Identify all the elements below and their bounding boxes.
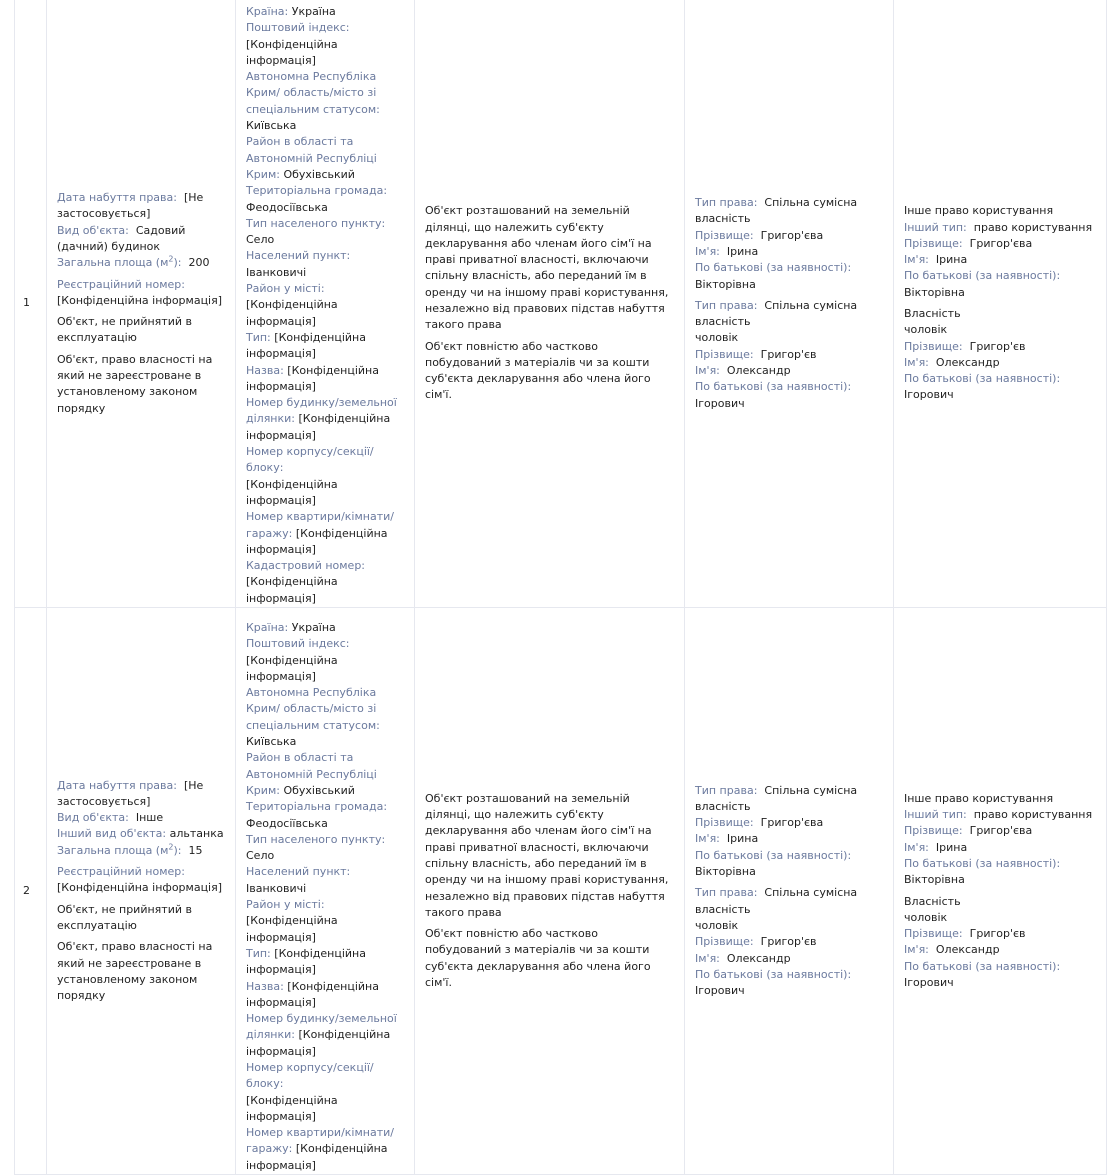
table-row xyxy=(15,607,1107,1174)
area-label: Загальна площа $(м^2)$: xyxy=(57,842,182,857)
usage-2: Власність чоловік Прізвище: Григор'єв Ім'я: Олександр По батькові (за наявності): Ігорович xyxy=(904,306,1061,402)
ownership-cell xyxy=(685,0,894,607)
usage-cell xyxy=(894,607,1107,1174)
row-number: 2 xyxy=(15,607,47,1174)
usage-2: Власність чоловік Прізвище: Григор'єв Ім'я: Олександр По батькові (за наявності): Ігорович xyxy=(904,894,1061,990)
object-cell xyxy=(47,607,236,1174)
date-field: Дата набуття права: [Не застосовується] Вид об'єкта: Садовий (дачний) будинок Загальна площа $(м^2)$: 200 xyxy=(57,191,210,270)
reg-field: Реєстраційний номер: [Конфіденційна інформація] xyxy=(57,865,223,895)
date-field: Дата набуття права: [Не застосовується] Вид об'єкта: Інше Інший вид об'єкта: альтанка Загальна площа $(м^2)$: 15 xyxy=(57,778,224,857)
owner-1: Тип права: Спільна сумісна власність Прізвище: Григор'єва Ім'я: Ірина По батькові (за наявності): Вікторівна xyxy=(695,783,858,879)
object-note: Об'єкт, право власності на який не зареєстроване в установленому законом порядку xyxy=(57,940,213,1003)
owner-1: Тип права: Спільна сумісна власність Прізвище: Григор'єва Ім'я: Ірина По батькові (за наявності): Вікторівна xyxy=(695,196,858,291)
address-cell: Країна: Україна Поштовий індекс: [Конфіденційна інформація] Автономна Республіка Крим/ область/місто зі спеціальним статусом: Київська Район в області та Автономній Республіці Крим: Обухівський Територіальна громада: Феодосіївська Тип населеного пункту: Село Населений пункт: Іванковичі Район у місті: [Конфіденційна інформація] Тип: [Конфіденційна інформація] Назва: [Конфіденційна інформація] Номер будинку/земельної ділянки: [Конфіденційна інформація] Номер корпусу/секції/блоку: [Конфіденційна інформація] Номер квартири/кімнати/ гаражу: [Конфіденційна інформація] Кадастровий номер: [Конфіденційна інформація] xyxy=(236,0,415,607)
owner-2: Тип права: Спільна сумісна власність чоловік Прізвище: Григор'єв Ім'я: Олександр По батькові (за наявності): Ігорович xyxy=(695,886,858,998)
object-note: Об'єкт, не прийнятий в експлуатацію xyxy=(57,902,192,932)
object-note: Об'єкт, не прийнятий в експлуатацію xyxy=(57,315,192,345)
usage-1: Інше право користування Інший тип: право користування Прізвище: Григор'єва Ім'я: Ірина По батькові (за наявності): Вікторівна xyxy=(904,204,1093,299)
ownership-cell xyxy=(685,607,894,1174)
property-table xyxy=(14,0,1107,1175)
object-cell xyxy=(47,0,236,607)
usage-cell xyxy=(894,0,1107,607)
area-label: Загальна площа $(м^2)$: xyxy=(57,254,182,270)
table-row xyxy=(15,0,1107,607)
owner-2: Тип права: Спільна сумісна власність чоловік Прізвище: Григор'єв Ім'я: Олександр По батькові (за наявності): Ігорович xyxy=(695,298,858,410)
row-number: 1 xyxy=(15,0,47,607)
description-cell: Об'єкт розташований на земельній ділянці, що належить суб'єкту декларування або членам його сім'ї на праві приватної власності, включаючи спільну власність, або переданий їм в оренду чи на іншому праві користування, незалежно від правових підстав набуття такого права Об'єкт повністю або частково побудований з матеріалів чи за кошти суб'єкта декларування або члена його сім'ї. xyxy=(415,0,685,607)
description-cell: Об'єкт розташований на земельній ділянці, що належить суб'єкту декларування або членам його сім'ї на праві приватної власності, включаючи спільну власність, або переданий їм в оренду чи на іншому праві користування, незалежно від правових підстав набуття такого права Об'єкт повністю або частково побудований з матеріалів чи за кошти суб'єкта декларування або члена його сім'ї. xyxy=(415,607,685,1174)
object-note: Об'єкт, право власності на який не зареєстроване в установленому законом порядку xyxy=(57,352,213,415)
usage-1: Інше право користування Інший тип: право користування Прізвище: Григор'єва Ім'я: Ірина По батькові (за наявності): Вікторівна xyxy=(904,791,1093,887)
address-cell: Країна: Україна Поштовий індекс: [Конфіденційна інформація] Автономна Республіка Крим/ область/місто зі спеціальним статусом: Київська Район в області та Автономній Республіці Крим: Обухівський Територіальна громада: Феодосіївська Тип населеного пункту: Село Населений пункт: Іванковичі Район у місті: [Конфіденційна інформація] Тип: [Конфіденційна інформація] Назва: [Конфіденційна інформація] Номер будинку/земельної ділянки: [Конфіденційна інформація] Номер корпусу/секції/блоку: [Конфіденційна інформація] Номер квартири/кімнати/ гаражу: [Конфіденційна інформація] xyxy=(236,607,415,1174)
reg-field: Реєстраційний номер: [Конфіденційна інформація] xyxy=(57,277,223,307)
